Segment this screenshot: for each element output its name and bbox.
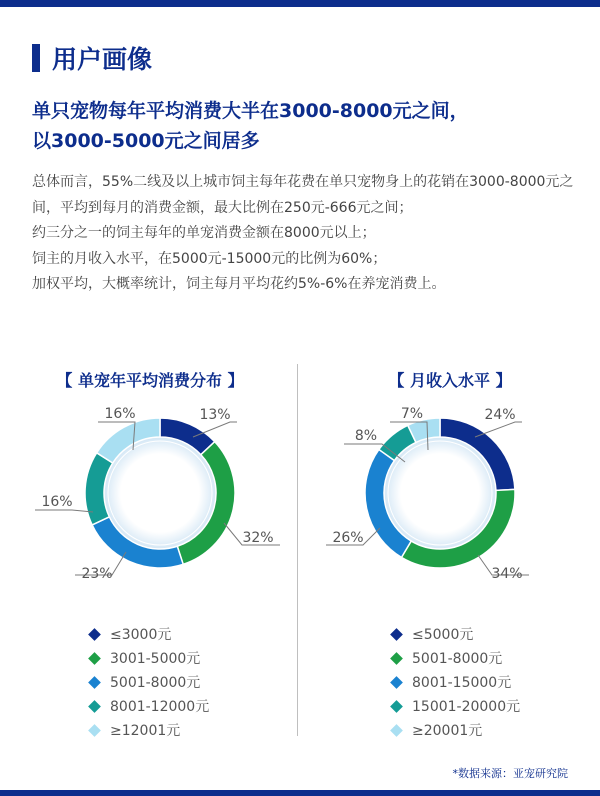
legend-spending (90, 622, 209, 742)
legend-label: 5001-8000元 (412, 651, 503, 667)
legend-swatch (390, 676, 403, 689)
legend-swatch (390, 724, 403, 737)
chart-title-spending: 【 单宠年平均消费分布 】 (56, 371, 244, 390)
legend-swatch (390, 652, 403, 665)
legend-label: 15001-20000元 (412, 699, 521, 715)
legend-item (392, 646, 520, 670)
legend-item (392, 718, 520, 742)
data-label-2-5: 7% (400, 406, 424, 422)
legend-item (392, 670, 520, 694)
headline-line-1: 单只宠物每年平均消费大半在3000-8000元之间， (32, 100, 469, 122)
data-label-2-1: 24% (484, 407, 516, 423)
legend-item (392, 694, 520, 718)
legend-label: ≥12001元 (110, 723, 181, 739)
legend-label: ≤5000元 (412, 627, 474, 643)
legend-item (392, 622, 520, 646)
legend-item (90, 622, 209, 646)
legend-item (90, 718, 209, 742)
data-label-1-3: 23% (81, 566, 113, 582)
body-line-2: 约三分之一的饲主每年的单宠消费金额在8000元以上； (32, 225, 376, 241)
legend-label: 8001-15000元 (412, 675, 512, 691)
chart-title-income: 【 月收入水平 】 (388, 371, 512, 390)
data-label-2-2: 34% (491, 566, 523, 582)
data-label-1-2: 32% (242, 530, 274, 546)
legend-item (90, 670, 209, 694)
legend-label: 8001-12000元 (110, 699, 210, 715)
legend-item (90, 694, 209, 718)
headline-line-2: 以3000-5000元之间居多 (32, 130, 260, 152)
body-line-4: 加权平均，大概率统计，饲主每月平均花约5%-6%在养宠消费上。 (32, 276, 446, 292)
data-label-2-4: 8% (354, 428, 378, 444)
section-title: 用户画像 (52, 45, 153, 74)
legend-swatch (88, 676, 101, 689)
data-label-1-5: 16% (104, 406, 136, 422)
legend-income (392, 622, 520, 742)
data-label-2-3: 26% (332, 530, 364, 546)
legend-item (90, 646, 209, 670)
body-line-1: 总体而言，55%二线及以上城市饲主每年花费在单只宠物身上的花销在3000-8000元之间，平均到每月的消费金额，最大比例在250元-666元之间； (32, 174, 574, 216)
legend-swatch (88, 628, 101, 641)
legend-label: ≤3000元 (110, 627, 172, 643)
bottom-accent-bar (0, 790, 600, 796)
legend-label: 5001-8000元 (110, 675, 201, 691)
legend-swatch (390, 700, 403, 713)
body-line-3: 饲主的月收入水平，在5000元-15000元的比例为60%； (32, 250, 387, 267)
legend-swatch (88, 700, 101, 713)
leader-line-1-4 (35, 510, 93, 512)
legend-label: 3001-5000元 (110, 651, 201, 667)
leader-line-2-1 (475, 422, 522, 437)
data-label-1-4: 16% (41, 494, 73, 510)
legend-swatch (88, 652, 101, 665)
data-source-note: *数据来源：亚宠研究院 (452, 767, 568, 780)
data-label-1-1: 13% (199, 407, 231, 423)
legend-swatch (390, 628, 403, 641)
legend-swatch (88, 724, 101, 737)
legend-label: ≥20001元 (412, 723, 483, 739)
